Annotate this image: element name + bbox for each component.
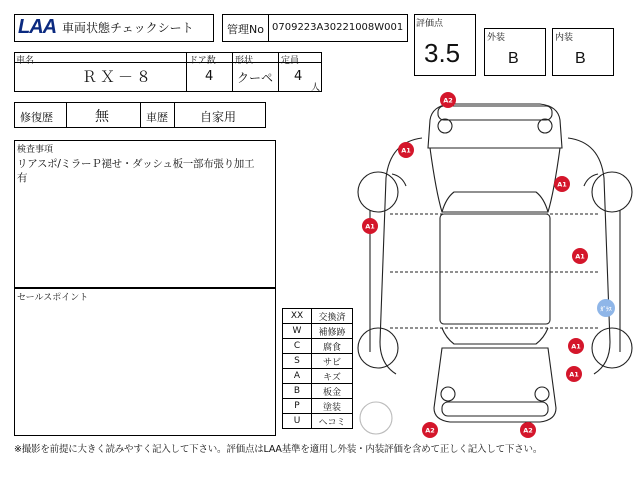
damage-badge-label: A1 — [401, 146, 411, 155]
legend-code: B — [283, 384, 312, 399]
wheel-rear-left — [358, 328, 398, 368]
front-lamp-right — [538, 119, 552, 133]
spare-wheel — [360, 402, 392, 434]
legend-code: A — [283, 369, 312, 384]
laa-logo: LAA — [18, 16, 57, 38]
body-shape-value: クーペ — [237, 71, 274, 85]
damage-badge-label: A2 — [443, 96, 453, 105]
sheet-title: 車両状態チェックシート — [62, 21, 194, 35]
damage-legend — [282, 308, 353, 429]
capacity-unit: 人 — [311, 83, 321, 93]
hood-outline — [430, 148, 560, 212]
repair-history-label: 修復歴 — [20, 111, 53, 124]
interior-score-label: 内装 — [555, 33, 574, 43]
legend-row — [283, 369, 353, 384]
overall-score-value: 3.5 — [424, 38, 461, 68]
management-number: 0709223A30221008W001 — [272, 22, 404, 33]
damage-badge-label: A1 — [571, 342, 581, 351]
legend-row — [283, 324, 353, 339]
rear-lamp-left — [441, 387, 455, 401]
sales-points-label: セールスポイント — [17, 293, 89, 303]
legend-row — [283, 354, 353, 369]
exterior-score-label: 外装 — [487, 33, 506, 43]
legend-code: W — [283, 324, 312, 339]
rear-lamp-right — [535, 387, 549, 401]
front-bumper — [438, 106, 552, 120]
wheel-front-left — [358, 172, 398, 212]
interior-score-value: B — [575, 50, 586, 67]
repair-history-value: 無 — [95, 109, 109, 125]
inspection-text-line2: 有 — [17, 172, 28, 184]
legend-row — [283, 414, 353, 429]
legend-code: S — [283, 354, 312, 369]
legend-row — [283, 399, 353, 414]
wheel-rear-right — [592, 328, 632, 368]
capacity-label: 定員 — [281, 56, 300, 66]
legend-meaning: サビ — [312, 354, 353, 369]
damage-badge-label: A2 — [523, 426, 533, 435]
legend-meaning: ヘコミ — [312, 414, 353, 429]
legend-meaning: 塗装 — [312, 399, 353, 414]
legend-meaning: 交換済 — [312, 309, 353, 324]
footer-note: ※撮影を前提に大きく読みやすく記入して下さい。評価点はLAA基準を適用し外装・内装評価を含めて正しく記入して下さい。 — [14, 444, 543, 455]
legend-meaning: 補修跡 — [312, 324, 353, 339]
front-lamp-left — [438, 119, 452, 133]
vehicle-info-box — [14, 52, 322, 92]
damage-badge-label: A1 — [557, 180, 567, 189]
usage-value: 自家用 — [200, 110, 237, 124]
legend-code: C — [283, 339, 312, 354]
exterior-score-value: B — [508, 50, 519, 67]
roof-panel — [440, 214, 550, 324]
windshield — [442, 192, 548, 212]
legend-row — [283, 339, 353, 354]
damage-badge-label: A1 — [569, 370, 579, 379]
legend-row — [283, 384, 353, 399]
legend-code: P — [283, 399, 312, 414]
doors-value: 4 — [205, 69, 214, 84]
rear-window — [442, 328, 548, 344]
legend-meaning: 板金 — [312, 384, 353, 399]
sales-points-box — [14, 288, 276, 436]
legend-row — [283, 309, 353, 324]
legend-meaning: キズ — [312, 369, 353, 384]
damage-badge-label: A1 — [575, 252, 585, 261]
doors-label: ドア数 — [189, 56, 216, 66]
inspection-label: 検査事項 — [17, 145, 54, 155]
usage-label: 車歴 — [146, 111, 168, 124]
trunk-outline — [434, 348, 556, 422]
wheel-front-right — [592, 172, 632, 212]
legend-code: U — [283, 414, 312, 429]
management-label: 管理No — [227, 23, 264, 36]
inspection-text-line1: リアスポ/ミラーＰ褪せ・ダッシュ板一部布張り加工 — [17, 158, 255, 170]
damage-badge-label: A1 — [365, 222, 375, 231]
body-shape-label: 形状 — [235, 56, 254, 66]
car-damage-diagram — [350, 92, 640, 438]
rear-bumper — [442, 402, 548, 416]
car-name-label: 車名 — [16, 56, 35, 66]
overall-score-label: 評価点 — [416, 19, 444, 29]
car-name-value: ＲＸ－８ — [82, 68, 155, 86]
damage-badge-label: A2 — [425, 426, 435, 435]
glass-marker-label: ｶﾞﾗｽ — [600, 307, 612, 313]
legend-code: XX — [283, 309, 312, 324]
capacity-value: 4 — [294, 69, 303, 84]
legend-meaning: 腐食 — [312, 339, 353, 354]
front-roof-outline — [428, 104, 562, 148]
